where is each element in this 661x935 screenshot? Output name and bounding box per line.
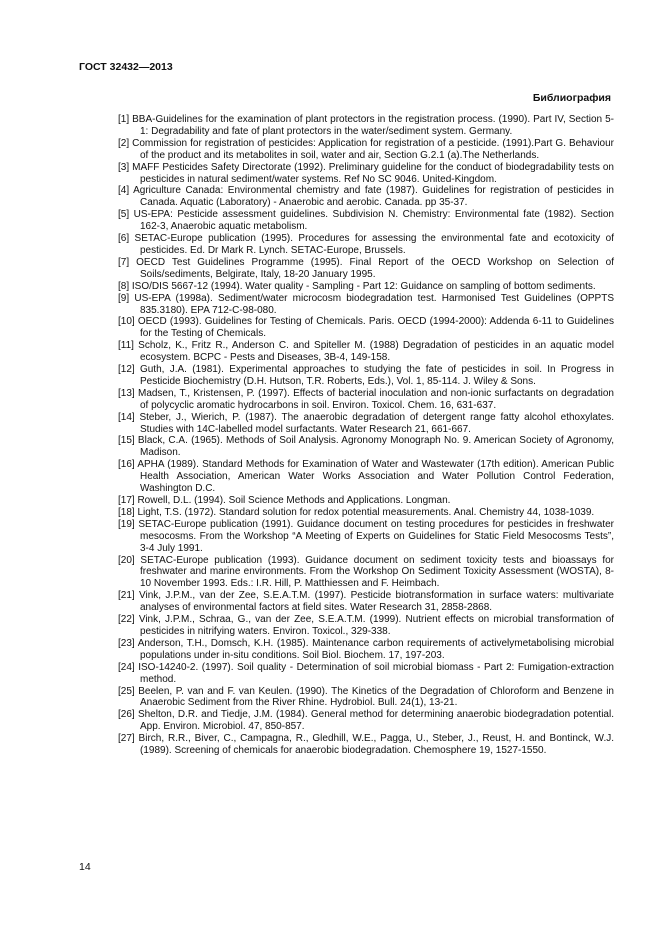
bibliography-entry: [22] Vink, J.P.M., Schraa, G., van der Zee, S.E.A.T.M. (1999). Nutrient effects on microbial transformation of pesticides in nitrifying waters. Environ. Toxicol., 329-338. bbox=[118, 614, 614, 637]
bibliography-entry: [26] Shelton, D.R. and Tiedje, J.M. (1984). General method for determining anaerobic biodegradation potential. App. Environ. Microbiol. 47, 850-857. bbox=[118, 709, 614, 733]
bibliography-entry: [11] Scholz, K., Fritz R., Anderson C. and Spiteller M. (1988) Degradation of pesticides in an aquatic model ecosystem. BCPC - Pests and Diseases, 3B-4, 149-158. bbox=[118, 340, 614, 364]
bibliography-entry: [4] Agriculture Canada: Environmental chemistry and fate (1987). Guidelines for registration of pesticides in Canada. Aquatic (Laboratory) - Anaerobic and aerobic. Canada. pp 35-37. bbox=[118, 185, 614, 209]
bibliography-entry: [16] APHA (1989). Standard Methods for Examination of Water and Wastewater (17th edition). American Public Health Association, American Water Works Association and Water Pollution Control Federation, Washington D.C. bbox=[118, 459, 614, 495]
bibliography-entry: [13] Madsen, T., Kristensen, P. (1997). Effects of bacterial inoculation and non-ionic surfactants on degradation of polycyclic aromatic hydrocarbons in soil. Environ. Toxicol. Chem. 16, 631-637. bbox=[118, 387, 614, 411]
bibliography-entry: [17] Rowell, D.L. (1994). Soil Science Methods and Applications. Longman. bbox=[118, 495, 451, 506]
bibliography-entry: [14] Steber, J., Wierich, P. (1987). The anaerobic degradation of detergent range fatty alcohol ethoxylates. Studies with 14C-labelled model surfactants. Water Research 21, 661-667. bbox=[118, 411, 614, 435]
bibliography-entry: [3] MAFF Pesticides Safety Directorate (1992). Preliminary guideline for the conduct of biodegradability tests on pesticides in natural sediment/water systems. Ref No SC 9046. United-Kingdom. bbox=[118, 161, 614, 185]
bibliography-entry: [7] OECD Test Guidelines Programme (1995). Final Report of the OECD Workshop on Selection of Soils/sediments, Belgirate, Italy, 18-20 January 1995. bbox=[118, 256, 614, 280]
bibliography-entry: [5] US-EPA: Pesticide assessment guidelines. Subdivision N. Chemistry: Environmental fate (1982). Section 162-3, Anaerobic aquatic metabolism. bbox=[118, 209, 614, 233]
bibliography-entry: [2] Commission for registration of pesticides: Application for registration of a pesticide. (1991).Part G. Behaviour of the product and its metabolites in soil, water and air, Section G.2.1 (a).The Netherlands. bbox=[118, 137, 614, 161]
bibliography-entry: [8] ISO/DIS 5667-12 (1994). Water quality - Sampling - Part 12: Guidance on sampling of bottom sediments. bbox=[118, 280, 596, 292]
bibliography-list bbox=[118, 114, 614, 757]
bibliography-heading: Библиография bbox=[532, 92, 611, 104]
bibliography-entry: [9] US-EPA (1998a). Sediment/water microcosm biodegradation test. Harmonised Test Guidelines (OPPTS 835.3180). EPA 712-C-98-080. bbox=[118, 292, 614, 316]
bibliography-entry: [12] Guth, J.A. (1981). Experimental approaches to studying the fate of pesticides in soil. In Progress in Pesticide Biochemistry (D.H. Hutson, T.R. Roberts, Eds.), Vol. 1, 85-114. J. Wiley & Sons. bbox=[118, 364, 614, 387]
bibliography-entry: [1] BBA-Guidelines for the examination of plant protectors in the registration process. (1990). Part IV, Section 5-1: Degradability and fate of plant protectors in the water/sediment system. Germany. bbox=[118, 114, 614, 137]
bibliography-entry: [20] SETAC-Europe publication (1993). Guidance document on sediment toxicity tests and bioassays for freshwater and marine environments. From the Workshop On Sediment Toxicity Assessment (WOSTA), 8-10 November 1993. Eds.: I.R. Hill, P. Matthiessen and F. Heimbach. bbox=[118, 554, 614, 590]
bibliography-entry: [19] SETAC-Europe publication (1991). Guidance document on testing procedures for pesticides in freshwater mesocosms. From the Workshop “A Meeting of Experts on Guidelines for Static Field Mesocosms Tests”, 3-4 July 1991. bbox=[118, 518, 614, 554]
bibliography-entry: [10] OECD (1993). Guidelines for Testing of Chemicals. Paris. OECD (1994-2000): Addenda 6-11 to Guidelines for the Testing of Chemicals. bbox=[118, 316, 614, 340]
bibliography-entry: [18] Light, T.S. (1972). Standard solution for redox potential measurements. Anal. Chemistry 44, 1038-1039. bbox=[118, 506, 595, 518]
bibliography-entry: [23] Anderson, T.H., Domsch, K.H. (1985). Maintenance carbon requirements of activelymetabolising microbial populations under in-situ conditions. Soil Biol. Biochem. 17, 197-203. bbox=[118, 637, 614, 661]
bibliography-entry: [21] Vink, J.P.M., van der Zee, S.E.A.T.M. (1997). Pesticide biotransformation in surface waters: multivariate analyses of environmental factors at field sites. Water Research 31, 2858-2868. bbox=[118, 590, 614, 614]
bibliography-entry: [6] SETAC-Europe publication (1995). Procedures for assessing the environmental fate and ecotoxicity of pesticides. Ed. Dr Mark R. Lynch. SETAC-Europe, Brussels. bbox=[118, 233, 614, 256]
bibliography-entry: [24] ISO-14240-2. (1997). Soil quality - Determination of soil microbial biomass - Part 2: Fumigation-extraction method. bbox=[118, 661, 614, 685]
bibliography-entry: [27] Birch, R.R., Biver, C., Campagna, R., Gledhill, W.E., Pagga, U., Steber, J., Reust, H. and Bontinck, W.J. (1989). Screening of chemicals for anaerobic biodegradation. Chemosphere 19, 1527-1550. bbox=[118, 733, 614, 757]
bibliography-entry: [15] Black, C.A. (1965). Methods of Soil Analysis. Agronomy Monograph No. 9. American Society of Agronomy, Madison. bbox=[118, 435, 614, 459]
page-number: 14 bbox=[79, 861, 91, 873]
document-code: ГОСТ 32432—2013 bbox=[79, 61, 173, 73]
bibliography-entry: [25] Beelen, P. van and F. van Keulen. (1990). The Kinetics of the Degradation of Chloroform and Benzene in Anaerobic Sediment from the River Rhine. Hydrobiol. Bull. 24(1), 13-21. bbox=[118, 685, 614, 709]
